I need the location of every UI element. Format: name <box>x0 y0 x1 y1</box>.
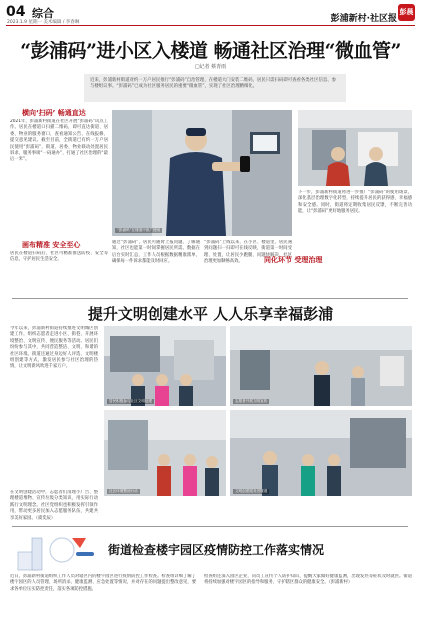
article1-headline: “彭浦码”进小区入楼道 畅通社区治理“微血管” <box>20 40 401 62</box>
article3-headline: 街道检查楼宇园区疫情防控工作落实情况 <box>108 543 325 557</box>
article1-subheading-3: 同化环节 受理治理 <box>264 256 323 264</box>
article2-headline: 提升文明创建水平 人人乐享幸福彭浦 <box>87 305 334 323</box>
article2-photo-1-caption: 居民积极参与社区文明创建 <box>109 399 153 403</box>
article2-photo-2-caption: 志愿者开展文明宣传 <box>235 399 268 403</box>
article2-photo-2 <box>230 326 412 406</box>
article3-illustration <box>14 532 100 574</box>
article1-body-col2: 通过“彭浦码”，居民可随时上报问题、了解通知，社区也能第一时间掌握居民所需。数据在后台实时汇总，工作人员根据数据精准派单，确保每一件诉求都能及时回应。 <box>112 240 200 265</box>
masthead <box>6 4 415 26</box>
article1-byline: □记者 蔡青雨 <box>194 64 227 70</box>
page-number: 04 <box>6 4 26 20</box>
article1-body-col2b: “彭浦码”上线以来，在小区、楼道里，居民遇到问题扫一扫即可在线反映，街道第一时间受理、处置，让居民少跑腿、问题快解决，社区治理更加顺畅高效。 <box>204 240 292 265</box>
article1-subheading-1: 横向‘扫码’ 畅通直达 <box>22 109 86 117</box>
divider <box>12 298 408 299</box>
article1-body-col3: 下一步，彭浦新村街道将进一步推广“彭浦码”的使用场景，深化基层治理数字化转型，持续提升居民的获得感、幸福感和安全感。同时，街道将定期收集居民反馈，不断完善功能，让“彭浦码”更好地服务居民。 <box>298 190 412 215</box>
issue-meta: 2023.1.9 星期一 美术编辑 / 李春琳 <box>7 20 80 25</box>
article1-main-photo <box>112 110 292 236</box>
article3-body-col2: 检查组还深入园区企业，向员工宣传个人防护知识，提醒大家做好健康监测，出现发热等症状及时就医。街道将持续加强对楼宇园区的指导和服务，守护辖区群众的健康安全。（彭浦新村） <box>204 574 412 586</box>
article2-photo-1 <box>104 326 226 406</box>
article1-body-col1b: 居民在楼道扫码后，社区可精准推送防疫、安全等信息，守护居民生活安全。 <box>10 251 108 263</box>
divider <box>12 526 408 527</box>
article2-photo-4 <box>230 410 412 496</box>
masthead-logo: 彭晨 <box>398 4 415 21</box>
article2-body-col1b: 在文明创建活动中，志愿者们清理小广告、整理楼道堆物、宣传垃圾分类知识，用实际行动践行文明理念。社区党组织也积极发挥引领作用，带动更多居民加入志愿服务队伍，共建共享美好家园。（虞奕辰） <box>10 490 98 520</box>
article2-photo-4-caption: 文明创建服务进楼道 <box>235 489 268 493</box>
section-title: 综合 <box>32 7 54 20</box>
article1-photo-caption: “彭浦码”在楼道中推广使用 <box>117 228 161 232</box>
newspaper-name: 彭浦新村·社区报 <box>330 14 397 24</box>
article1-body-col1: 2021年，彭浦新村街道在社区开展“彭浦码”试点工作。居民在楼道口扫描二维码，即可直达街道、居委、物业的服务窗口，查看通知公告、在线报修、提交意见建议。截至目前，全街道已有约一万户居民使用“彭浦码”，街道、居委、物业联动处置居民诉求，服务事项“一码通办”，打通了社区治理的“最后一米”。 <box>10 119 108 163</box>
article3-body-col1: 近日，彭浦新村街道组织工作人员对辖区内的楼宇园区进行疫情防控工作检查。检查组详细了解了楼宇园区的人员管理、场所消杀、健康监测、应急处置等情况，并对存在的问题提出整改意见，要求各单位压实防控责任，落实各项防控措施。 <box>10 574 196 592</box>
article1-subheading-2: 画布精准 安全至心 <box>22 241 81 249</box>
article1-side-photo <box>298 110 412 186</box>
article1-lede: 近来，彭浦新村街道对约一万户居民推行“彭浦码”自治管理，在楼道大门安装二维码，居民只需扫码即可查看各类社区信息、参与楼组议事。“彭浦码”已成为社区服务居民的重要“微血管”，实现了社区治理精细化。 <box>84 74 346 102</box>
article2-photo-3-caption: 社区环境整治行动 <box>109 489 138 493</box>
article2-photo-3 <box>104 410 226 496</box>
article2-body-col1: 今年以来，彭浦新村街道持续推进文明城区创建工作，组织志愿者走进小区、街巷，开展环境整治、文明宣传、便民服务等活动。居民们纷纷参与其中，共同营造整洁、文明、和谐的社区环境。街道还通过身边好人评选、文明楼组创建等方式，激发居民参与社区治理的热情，让文明新风吹进千家万户。 <box>10 326 98 370</box>
